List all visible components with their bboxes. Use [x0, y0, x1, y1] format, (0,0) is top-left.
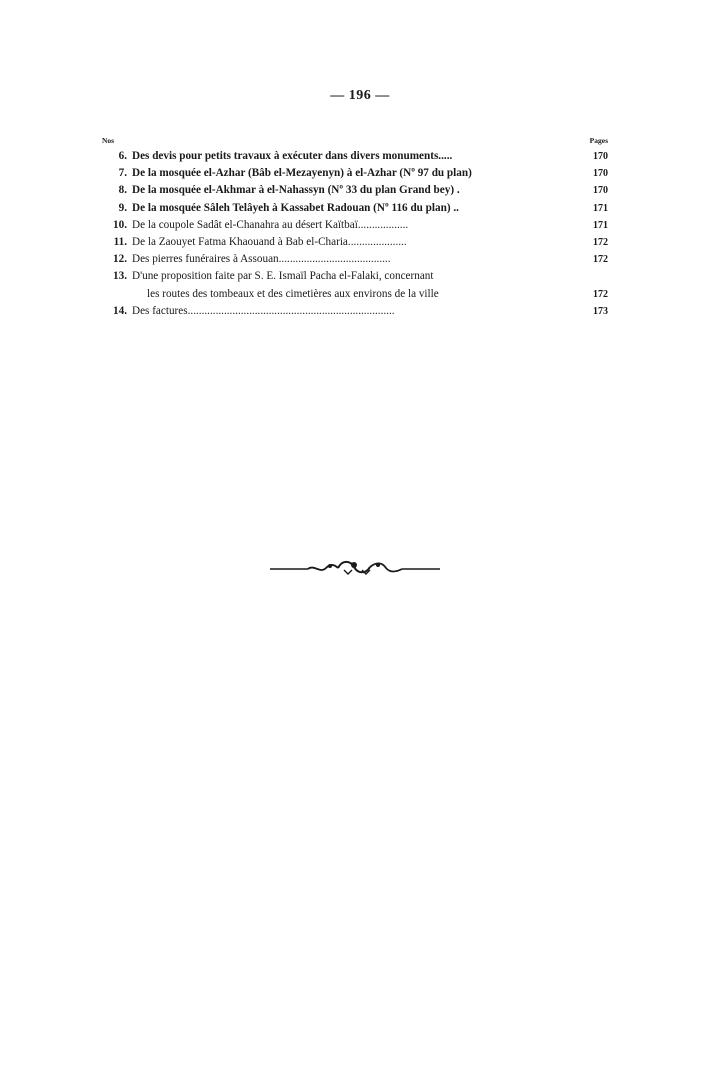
- entry-title: D'une proposition faite par S. E. Ismaïl Pacha el-Falaki, concernant: [132, 270, 434, 283]
- toc-entry: [102, 200, 608, 217]
- entry-page: 172: [593, 237, 608, 249]
- toc-header: [102, 134, 608, 148]
- table-of-contents: [102, 134, 608, 320]
- toc-entry: [102, 217, 608, 234]
- entry-number: 7.: [118, 167, 127, 180]
- entry-page: 173: [593, 305, 608, 317]
- entry-number: 14.: [113, 304, 127, 317]
- entry-title: Des devis pour petits travaux à exécuter dans divers monuments.....: [132, 150, 453, 162]
- col-pages-label: Pages: [589, 136, 608, 145]
- entry-title: De la Zaouyet Fatma Khaouand à Bab el-Charia.....................: [132, 236, 407, 249]
- entry-page: 170: [593, 151, 608, 162]
- entry-number: 6.: [118, 150, 127, 162]
- toc-entry-continuation: [102, 286, 608, 303]
- toc-entry: [102, 165, 608, 182]
- page-number: — 196 —: [330, 88, 390, 103]
- entry-title: De la mosquée el-Akhmar à el-Nahassyn (Nº 33 du plan Grand bey) .: [132, 184, 460, 197]
- toc-entry: [102, 251, 608, 268]
- toc-entry: [102, 234, 608, 251]
- entry-number: 10.: [113, 218, 127, 231]
- entry-title: Des factures..........................................................................: [132, 304, 395, 317]
- entry-page: 170: [593, 168, 608, 180]
- col-number-label: Nos: [102, 136, 115, 145]
- entry-title: De la mosquée Sâleh Telâyeh à Kassabet Radouan (Nº 116 du plan) ..: [132, 201, 459, 214]
- entry-title: Des pierres funéraires à Assouan........................................: [132, 253, 391, 266]
- entry-page: 172: [593, 288, 608, 300]
- toc-entry: [102, 148, 608, 165]
- entry-number: 12.: [113, 253, 127, 266]
- entry-page: 170: [593, 185, 608, 197]
- ornament-divider-icon: [268, 556, 442, 578]
- entry-number: 8.: [118, 184, 127, 197]
- entry-page: 171: [593, 202, 608, 214]
- entry-title: De la coupole Sadât el-Chanahra au désert Kaïtbaï..................: [132, 218, 409, 231]
- entry-number: 9.: [118, 201, 127, 214]
- toc-entry: [102, 303, 608, 320]
- entry-title-continuation: les routes des tombeaux et des cimetières aux environs de la ville: [147, 287, 439, 300]
- entry-page: 172: [593, 254, 608, 266]
- entry-number: 11.: [113, 236, 127, 249]
- entry-page: 171: [593, 219, 608, 231]
- entry-number: 13.: [113, 270, 127, 283]
- toc-entry: [102, 182, 608, 199]
- entry-title: De la mosquée el-Azhar (Bâb el-Mezayenyn) à el-Azhar (Nº 97 du plan): [132, 167, 472, 180]
- toc-entry: [102, 268, 608, 285]
